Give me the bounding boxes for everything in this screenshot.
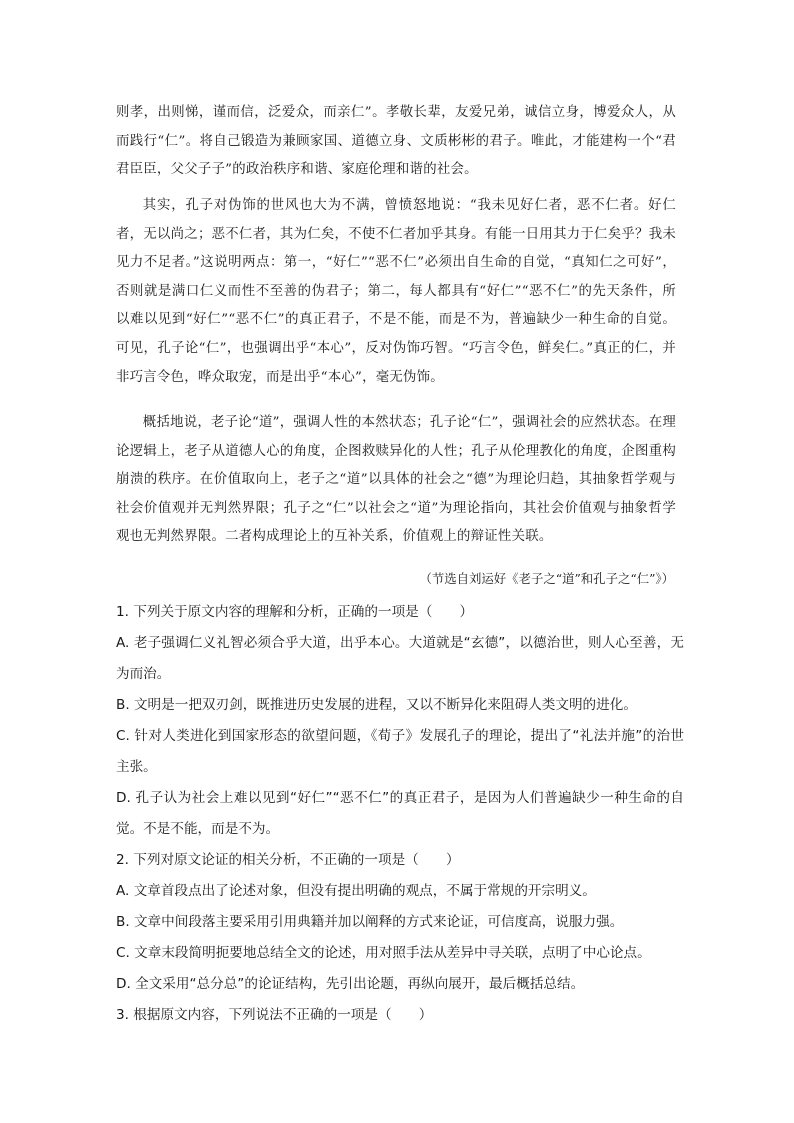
- question-1-option-c: C. 针对人类进化到国家形态的欲望问题，《荀子》发展孔子的理论，提出了“礼法并施”的治世主张。: [116, 728, 684, 775]
- passage-source: （节选自刘运好《老子之“道”和孔子之“仁”》）: [419, 571, 674, 586]
- question-1-option-b: B. 文明是一把双刃剑，既推进历史发展的进程，又以不断异化来阻碍人类文明的进化。: [116, 697, 637, 713]
- question-2-option-a: A. 文章首段点出了论述对象，但没有提出明确的观点，不属于常规的开宗明义。: [116, 883, 596, 899]
- question-2-option-b: B. 文章中间段落主要采用引用典籍并加以阐释的方式来论证，可信度高，说服力强。: [116, 914, 624, 930]
- question-3-stem: 3. 根据原文内容，下列说法不正确的一项是（ ）: [116, 1007, 433, 1023]
- question-2-option-d: D. 全文采用“总分总”的论证结构，先引出论题，再纵向展开，最后概括总结。: [116, 976, 585, 992]
- passage-paragraph-1: 则孝，出则悌，谨而信，泛爱众，而亲仁”。孝敬长辈，友爱兄弟，诚信立身，博爱众人，从而践行“仁”。将自己锻造为兼顾家国、道德立身、文质彬彬的君子。唯此，才能建构一个“君君臣臣，父父子子”的政治秩序和谐、家庭伦理和谐的社会。: [116, 105, 676, 178]
- question-2-option-c: C. 文章末段简明扼要地总结全文的论述，用对照手法从差异中寻关联，点明了中心论点。: [116, 945, 651, 961]
- passage-paragraph-2: 其实，孔子对伪饰的世风也大为不满，曾愤怒地说：“我未见好仁者，恶不仁者。好仁者，无以尚之；恶不仁者，其为仁矣，不使不仁者加乎其身。有能一日用其力于仁矣乎？我未见力不足者。”这说明两点：第一，“好仁”“恶不仁”必须出自生命的自觉，“真知仁之可好”，否则就是满口仁义而性不至善的伪君子；第二，每人都具有“好仁”“恶不仁”的先天条件，所以难以见到“好仁”“恶不仁”的真正君子，不是不能，而是不为，普遍缺少一种生命的自觉。可见，孔子论“仁”，也强调出乎“本心”，反对伪饰巧智。“巧言令色，鲜矣仁。”真正的仁，并非巧言令色，哗众取宠，而是出乎“本心”，毫无伪饰。: [116, 198, 676, 385]
- question-1-option-d: D. 孔子认为社会上难以见到“好仁”“恶不仁”的真正君子，是因为人们普遍缺少一种生命的自觉。不是不能，而是不为。: [116, 790, 684, 837]
- question-1-stem: 1. 下列关于原文内容的理解和分析，正确的一项是（ ）: [116, 604, 474, 620]
- question-1-option-a: A. 老子强调仁义礼智必须合乎大道，出乎本心。大道就是“玄德”，以德治世，则人心至善，无为而治。: [116, 635, 684, 682]
- passage-paragraph-3: 概括地说，老子论“道”，强调人性的本然状态；孔子论“仁”，强调社会的应然状态。在理论逻辑上，老子从道德人心的角度，企图救赎异化的人性；孔子从伦理教化的角度，企图重构崩溃的秩序。在价值取向上，老子之“道”以具体的社会之“德”为理论归趋，其抽象哲学观与社会价值观并无判然界限；孔子之“仁”以社会之“道”为理论指向，其社会价值观与抽象哲学观也无判然界限。二者构成理论上的互补关系，价值观上的辩证性关联。: [116, 415, 676, 545]
- question-2-stem: 2. 下列对原文论证的相关分析，不正确的一项是（ ）: [116, 852, 460, 868]
